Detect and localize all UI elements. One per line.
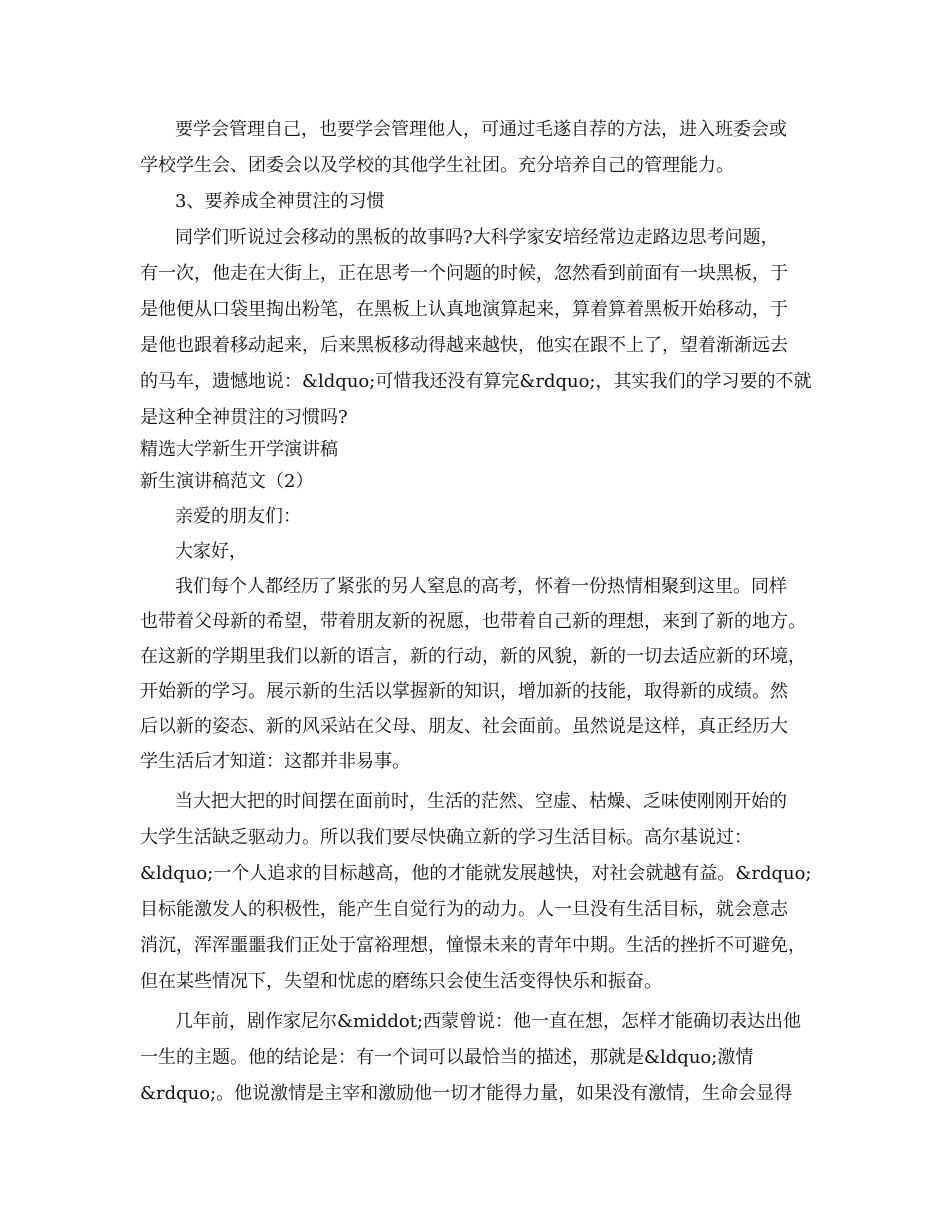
paragraph-line: 当大把大把的时间摆在面前时，生活的茫然、空虚、枯燥、乏味使刚刚开始的 — [175, 791, 787, 812]
paragraph-line: 是他也跟着移动起来，后来黑板移动得越来越快，他实在跟不上了，望着渐渐远去 — [140, 335, 788, 356]
paragraph-line: 消沉，浑浑噩噩我们正处于富裕理想，憧憬未来的青年中期。生活的挫折不可避免， — [140, 935, 806, 956]
paragraph-line: 开始新的学习。展示新的生活以掌握新的知识，增加新的技能，取得新的成绩。然 — [140, 681, 788, 702]
paragraph-line: 有一次，他走在大街上，正在思考一个问题的时候，忽然看到前面有一块黑板，于 — [140, 263, 788, 284]
paragraph-line: 学校学生会、团委会以及学校的其他学生社团。充分培养自己的管理能力。 — [140, 155, 734, 176]
paragraph-line: 大学生活缺乏驱动力。所以我们要尽快确立新的学习生活目标。高尔基说过： — [140, 827, 752, 848]
paragraph-line: 目标能激发人的积极性，能产生自觉行为的动力。人一旦没有生活目标，就会意志 — [140, 899, 788, 920]
paragraph-line: 的马车，遗憾地说：&ldquo;可惜我还没有算完&rdquo;，其实我们的学习要的不就 — [140, 371, 812, 392]
salutation: 亲爱的朋友们： — [175, 506, 301, 527]
paragraph-line: 几年前，剧作家尼尔&middot;西蒙曾说：他一直在想，怎样才能确切表达出他 — [175, 1011, 802, 1032]
paragraph-line: 是他便从口袋里掏出粉笔，在黑板上认真地演算起来，算着算着黑板开始移动，于 — [140, 299, 788, 320]
greeting: 大家好， — [175, 541, 247, 562]
paragraph-line: 我们每个人都经历了紧张的另人窒息的高考，怀着一份热情相聚到这里。同样 — [175, 576, 787, 597]
paragraph-line: 后以新的姿态、新的风采站在父母、朋友、社会面前。虽然说是这样，真正经历大 — [140, 716, 788, 737]
paragraph-line: 学生活后才知道：这都并非易事。 — [140, 751, 410, 772]
paragraph-line: 在这新的学期里我们以新的语言，新的行动，新的风貌，新的一切去适应新的环境， — [140, 646, 806, 667]
paragraph-line: 要学会管理自己，也要学会管理他人，可通过毛遂自荐的方法，进入班委会或 — [175, 119, 787, 140]
paragraph-line: 也带着父母新的希望，带着朋友新的祝愿，也带着自己新的理想，来到了新的地方。 — [140, 611, 806, 632]
section-heading: 3、要养成全神贯注的习惯 — [175, 191, 385, 212]
paragraph-line: 是这种全神贯注的习惯吗? — [140, 407, 348, 428]
document-title: 精选大学新生开学演讲稿 — [140, 439, 338, 460]
paragraph-line: 一生的主题。他的结论是：有一个词可以最恰当的描述，那就是&ldquo;激情 — [140, 1047, 754, 1068]
document-subtitle: 新生演讲稿范文（2） — [140, 471, 314, 492]
paragraph-line: 同学们听说过会移动的黑板的故事吗?大科学家安培经常边走路边思考问题， — [175, 227, 779, 248]
paragraph-line: 但在某些情况下，失望和忧虑的磨练只会使生活变得快乐和振奋。 — [140, 971, 662, 992]
paragraph-line: &rdquo;。他说激情是主宰和激励他一切才能得力量，如果没有激情，生命会显得 — [140, 1083, 793, 1104]
paragraph-line: &ldquo;一个人追求的目标越高，他的才能就发展越快，对社会就越有益。&rdquo; — [140, 863, 812, 884]
